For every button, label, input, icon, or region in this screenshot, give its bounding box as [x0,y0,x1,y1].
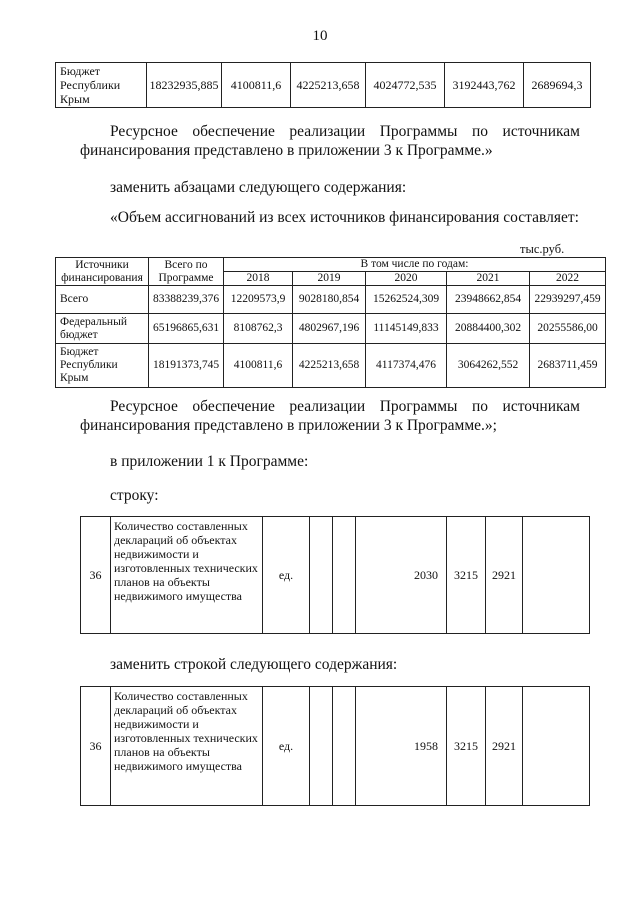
empty-cell [523,687,590,806]
table-cell: 2689694,3 [524,63,591,108]
paragraph: в приложении 1 к Программе: [110,453,309,470]
paragraph: «Объем ассигнований из всех источников финансирования составляет: [110,209,579,226]
table-cell: 4100811,6 [222,63,291,108]
table-cell: 23948662,854 [447,286,530,314]
row-number: 36 [81,687,111,806]
year-header: 2019 [293,272,366,286]
table-cell: 11145149,833 [366,314,447,344]
empty-cell [333,517,356,634]
indicator-description: Количество составленных деклараций об объектах недвижимости и изготовленных технических планов на объекты недвижимого имущества [111,517,263,634]
table-cell: 4024772,535 [366,63,445,108]
table-cell: 83388239,376 [149,286,224,314]
table-cell: Федеральный бюджет [56,314,149,344]
page-number: 10 [312,28,328,44]
paragraph: строку: [110,487,159,504]
empty-cell [333,687,356,806]
table-cell: 9028180,854 [293,286,366,314]
empty-cell [310,517,333,634]
indicator-unit: ед. [263,687,310,806]
table-cell: Всего [56,286,149,314]
table-cell: 22939297,459 [530,286,606,314]
value-cell: 2921 [486,687,523,806]
table-header-row [56,258,606,272]
financing-table [55,257,606,388]
table-cell: 4802967,196 [293,314,366,344]
table-row [56,286,606,314]
indicator-unit: ед. [263,517,310,634]
table-cell: 2683711,459 [530,344,606,388]
value-cell: 3215 [447,687,486,806]
paragraph-line: финансирования представлено в приложении 3 к Программе.» [80,142,493,159]
year-header: 2022 [530,272,606,286]
year-header: 2021 [447,272,530,286]
table-row [81,517,590,634]
table-cell: 65196865,631 [149,314,224,344]
empty-cell [523,517,590,634]
table-row [56,314,606,344]
table-cell: 15262524,309 [366,286,447,314]
value-cell: 2921 [486,517,523,634]
table-row [81,687,590,806]
indicator-description: Количество составленных деклараций об объектах недвижимости и изготовленных технических планов на объекты недвижимого имущества [111,687,263,806]
indicator-row-old [80,516,590,634]
table-cell: 18232935,885 [147,63,222,108]
table-cell: 4225213,658 [291,63,366,108]
table-cell: 3064262,552 [447,344,530,388]
paragraph-line: Ресурсное обеспечение реализации Программы по источникам [110,398,580,415]
header-years: В том числе по годам: [224,258,606,272]
table-cell: 3192443,762 [445,63,524,108]
row-number: 36 [81,517,111,634]
table-cell: 8108762,3 [224,314,293,344]
table-cell: 4225213,658 [293,344,366,388]
table-cell: Бюджет Республики Крым [56,63,147,108]
unit-label: тыс.руб. [520,242,565,256]
paragraph-line: финансирования представлено в приложении 3 к Программе.»; [80,417,497,434]
table-row [56,63,591,108]
indicator-row-new [80,686,590,806]
value-cell: 3215 [447,517,486,634]
value-cell: 2030 [356,517,447,634]
header-total: Всего по Программе [149,258,224,286]
table-cell: 20255586,00 [530,314,606,344]
table-cell: 4117374,476 [366,344,447,388]
table-cell: 18191373,745 [149,344,224,388]
table-row [56,344,606,388]
table-cell: 20884400,302 [447,314,530,344]
table-cell: 12209573,9 [224,286,293,314]
paragraph-line: Ресурсное обеспечение реализации Программы по источникам [110,123,580,140]
year-header: 2020 [366,272,447,286]
table-cell: 4100811,6 [224,344,293,388]
year-header: 2018 [224,272,293,286]
table-cell: Бюджет Республики Крым [56,344,149,388]
value-cell: 1958 [356,687,447,806]
header-source: Источники финансирования [56,258,149,286]
empty-cell [310,687,333,806]
budget-continuation-table [55,62,591,108]
paragraph: заменить абзацами следующего содержания: [110,179,407,196]
paragraph: заменить строкой следующего содержания: [110,656,398,673]
